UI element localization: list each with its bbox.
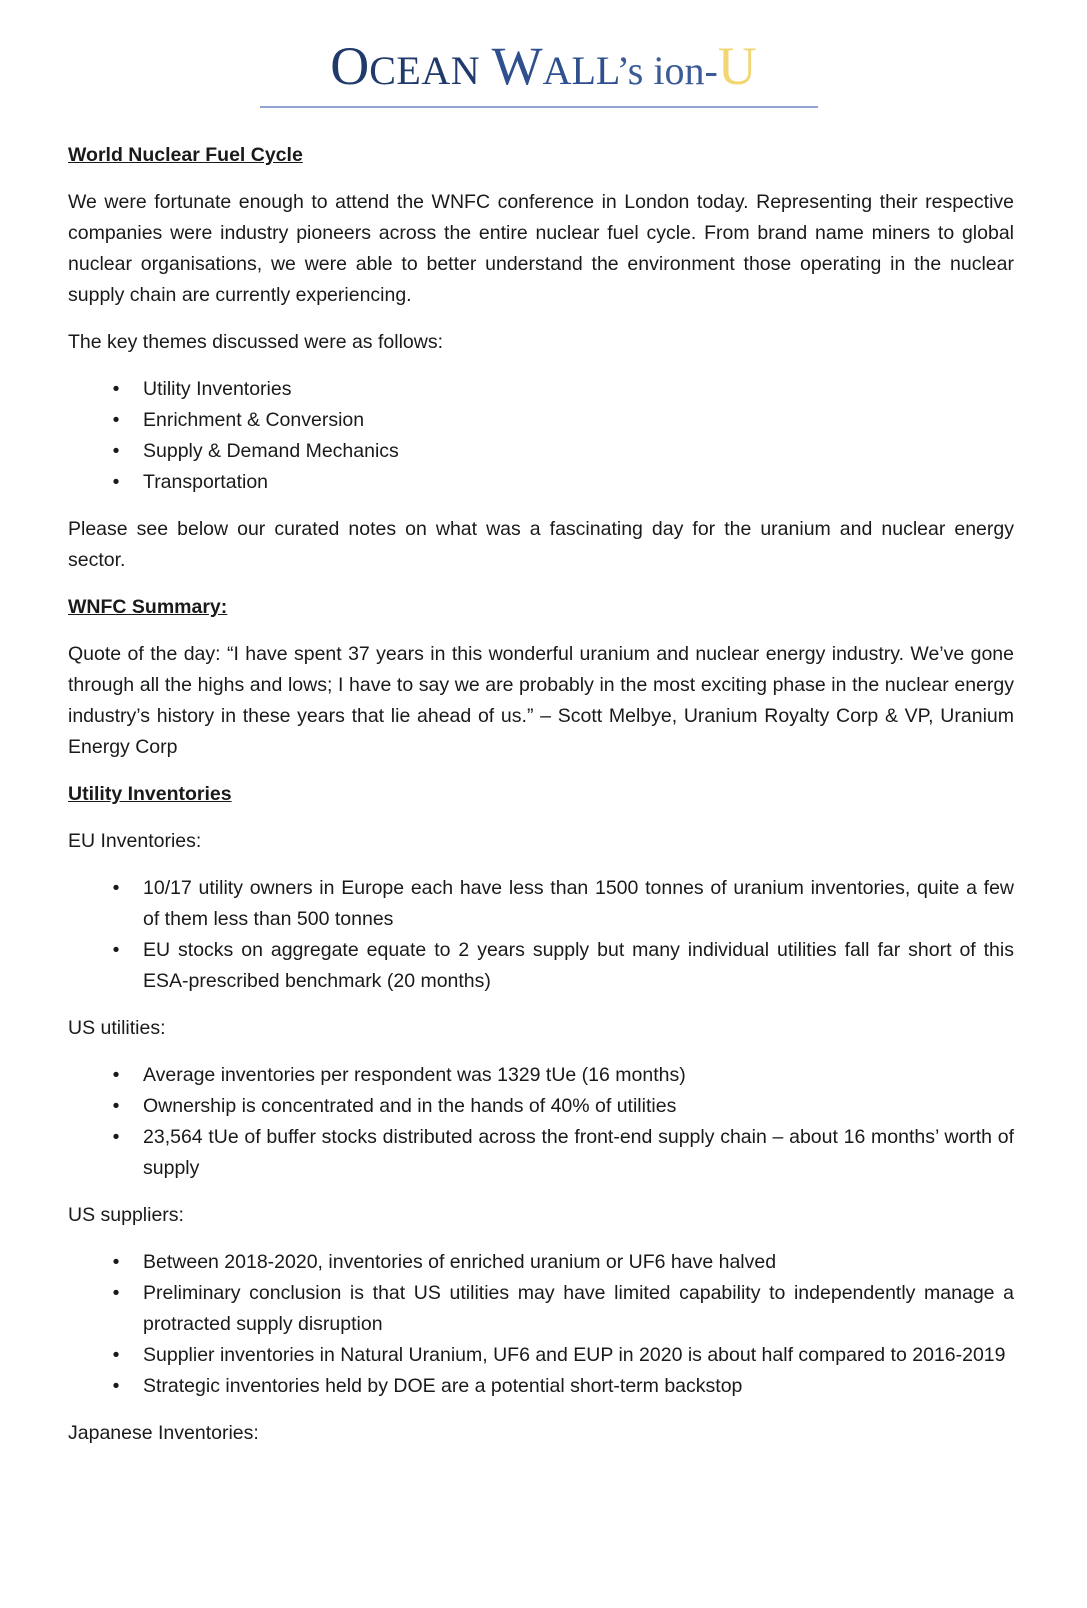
list-item-text: 23,564 tUe of buffer stocks distributed across the front-end supply chain – about 16 months’ worth of supply (143, 1126, 1014, 1179)
list-item-text: Supplier inventories in Natural Uranium, UF6 and EUP in 2020 is about half compared to 2016-2019 (143, 1344, 1006, 1366)
document-title: World Nuclear Fuel Cycle (68, 144, 303, 166)
bullet-icon: • (112, 471, 120, 493)
logo-u-letter: U (717, 36, 757, 96)
logo-ocean-initial: O (330, 36, 370, 96)
bullet-icon: • (112, 1251, 120, 1273)
list-item-text: EU stocks on aggregate equate to 2 years supply but many individual utilities fall far short of this ESA-prescribed benchmark (20 months) (143, 939, 1014, 992)
list-item-text: Enrichment & Conversion (143, 409, 365, 431)
header-divider (260, 106, 818, 108)
bullet-icon: • (112, 1126, 120, 1148)
summary-heading: WNFC Summary: (68, 596, 228, 618)
logo-ion: ’s ion- (616, 48, 718, 93)
list-item (68, 1371, 1014, 1402)
bullet-icon: • (112, 1064, 120, 1086)
bullet-icon: • (112, 1344, 120, 1366)
list-item-text: Preliminary conclusion is that US utilities may have limited capability to independently manage a protracted supply disruption (143, 1282, 1014, 1335)
bullet-icon: • (112, 1282, 120, 1304)
notes-intro: Please see below our curated notes on what was a fascinating day for the uranium and nuclear energy sector. (68, 518, 1014, 571)
utility-inventories-heading: Utility Inventories (68, 783, 232, 805)
logo-ocean-rest: CEAN (369, 48, 481, 93)
us-suppliers-list (68, 1247, 1014, 1402)
bullet-icon: • (112, 440, 120, 462)
logo-wall-rest: ALL (542, 48, 617, 93)
japanese-inventories-label: Japanese Inventories: (68, 1422, 259, 1444)
bullet-icon: • (112, 378, 120, 400)
ocean-wall-logo (0, 38, 1087, 99)
list-item (68, 436, 1014, 467)
list-item (68, 1247, 1014, 1278)
list-item-text: Ownership is concentrated and in the hands of 40% of utilities (143, 1095, 677, 1117)
list-item-text: Supply & Demand Mechanics (143, 440, 399, 462)
bullet-icon: • (112, 1095, 120, 1117)
list-item-text: Between 2018-2020, inventories of enriched uranium or UF6 have halved (143, 1251, 777, 1273)
themes-intro: The key themes discussed were as follows: (68, 331, 443, 353)
list-item (68, 1122, 1014, 1184)
bullet-icon: • (112, 877, 120, 899)
list-item (68, 1278, 1014, 1340)
list-item-text: Strategic inventories held by DOE are a potential short-term backstop (143, 1375, 743, 1397)
intro-paragraph: We were fortunate enough to attend the WNFC conference in London today. Representing their respective companies were industry pioneers across the entire nuclear fuel cycle. From brand name miners to global nuclear organisations, we were able to better understand the environment those operating in the nuclear supply chain are currently experiencing. (68, 191, 1014, 306)
eu-inventories-list (68, 873, 1014, 997)
themes-list (68, 374, 1014, 498)
us-utilities-label: US utilities: (68, 1017, 166, 1039)
list-item-text: 10/17 utility owners in Europe each have less than 1500 tonnes of uranium inventories, quite a few of them less than 500 tonnes (143, 877, 1014, 930)
eu-inventories-label: EU Inventories: (68, 830, 202, 852)
us-utilities-list (68, 1060, 1014, 1184)
list-item-text: Utility Inventories (143, 378, 292, 400)
list-item (68, 935, 1014, 997)
list-item (68, 467, 1014, 498)
list-item (68, 873, 1014, 935)
list-item (68, 1091, 1014, 1122)
bullet-icon: • (112, 939, 120, 961)
bullet-icon: • (112, 409, 120, 431)
list-item (68, 1340, 1014, 1371)
us-suppliers-label: US suppliers: (68, 1204, 184, 1226)
logo-wall-initial: W (491, 36, 543, 96)
list-item-text: Average inventories per respondent was 1329 tUe (16 months) (143, 1064, 686, 1086)
list-item (68, 405, 1014, 436)
list-item (68, 1060, 1014, 1091)
document-body (68, 140, 1014, 1465)
quote-of-the-day: Quote of the day: “I have spent 37 years in this wonderful uranium and nuclear energy industry. We’ve gone through all the highs and lows; I have to say we are probably in the most exciting phase in the nuclear energy industry’s history in these years that lie ahead of us.” – Scott Melbye, Uranium Royalty Corp & VP, Uranium Energy Corp (68, 643, 1014, 758)
list-item-text: Transportation (143, 471, 269, 493)
list-item (68, 374, 1014, 405)
bullet-icon: • (112, 1375, 120, 1397)
